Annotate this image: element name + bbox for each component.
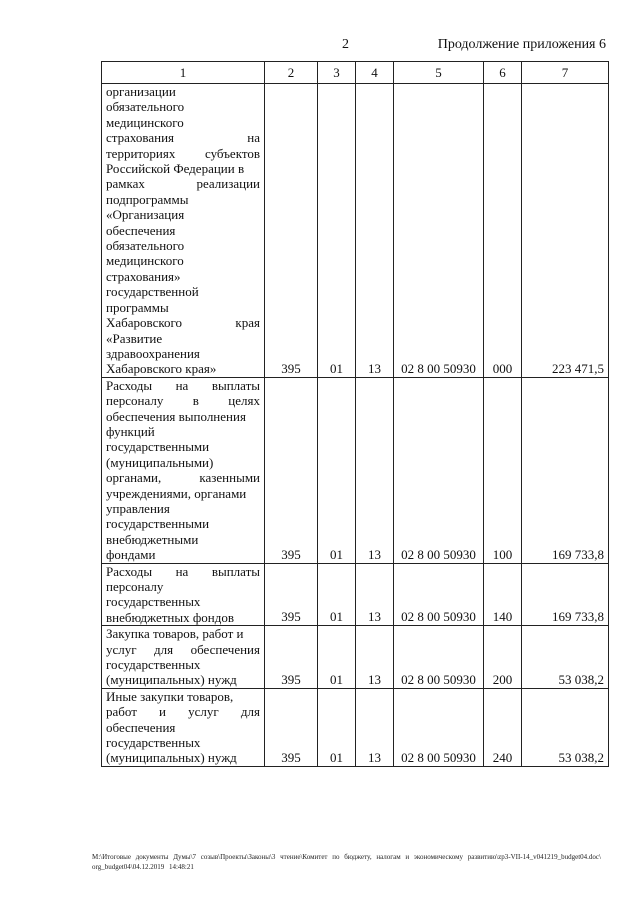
expense-name-line: Расходы на выплаты <box>106 563 260 579</box>
expense-name-line: государственных <box>106 657 201 673</box>
gr-code-cell: 395 <box>265 377 318 563</box>
expense-type-cell: 240 <box>484 688 522 766</box>
column-header-6: 6 <box>484 62 522 84</box>
expense-name-line: территориях субъектов <box>106 145 260 161</box>
document-path-footer: M:\Итоговые документы Думы\7 созыв\Проекты\Законы\3 чтение\Комитет по бюджету, налогам и экономическому развитию\zp3-VII-14_v041219_budget04.doc\ org_budget04\04.12.2019 14:48:21 <box>92 853 601 871</box>
expense-name-line: фондами <box>106 547 156 563</box>
table-row <box>102 84 609 378</box>
expense-name-line: внебюджетными <box>106 531 199 547</box>
expense-name-line: (муниципальными) <box>106 454 214 470</box>
target-article-cell: 02 8 00 50930 <box>394 626 484 689</box>
amount-cell: 223 471,5 <box>522 84 609 378</box>
target-article-cell: 02 8 00 50930 <box>394 688 484 766</box>
subsection-code-cell: 13 <box>356 563 394 626</box>
gr-code-cell: 395 <box>265 563 318 626</box>
section-code-cell: 01 <box>318 626 356 689</box>
expense-type-cell: 140 <box>484 563 522 626</box>
expense-name-line: Закупка товаров, работ и <box>106 626 244 642</box>
section-code-cell: 01 <box>318 377 356 563</box>
budget-table <box>101 61 609 767</box>
expense-name-line: управления <box>106 500 170 516</box>
target-article-cell: 02 8 00 50930 <box>394 377 484 563</box>
expense-name-line: «Организация <box>106 207 185 223</box>
expense-name-cell <box>102 377 265 563</box>
expense-type-cell: 200 <box>484 626 522 689</box>
subsection-code-cell: 13 <box>356 688 394 766</box>
expense-name-line: Иные закупки товаров, <box>106 688 234 704</box>
expense-name-line: обязательного <box>106 99 185 115</box>
expense-name-line: Хабаровского края» <box>106 361 217 377</box>
expense-name-line: работ и услуг для <box>106 704 260 720</box>
column-header-7: 7 <box>522 62 609 84</box>
expense-name-line: учреждениями, органами <box>106 485 247 501</box>
table-row <box>102 377 609 563</box>
expense-name-line: органами, казенными <box>106 470 260 486</box>
expense-name-line: обеспечения <box>106 719 176 735</box>
table-row <box>102 563 609 626</box>
amount-cell: 169 733,8 <box>522 563 609 626</box>
subsection-code-cell: 13 <box>356 626 394 689</box>
expense-name-line: государственных <box>106 594 201 610</box>
expense-name-line: (муниципальных) нужд <box>106 750 237 766</box>
subsection-code-cell: 13 <box>356 84 394 378</box>
expense-name-line: страхования» <box>106 268 181 284</box>
column-header-4: 4 <box>356 62 394 84</box>
expense-name-line: Расходы на выплаты <box>106 377 260 393</box>
table-header-row <box>102 62 609 84</box>
expense-name-line: функций <box>106 423 155 439</box>
expense-type-cell: 100 <box>484 377 522 563</box>
expense-name-line: государственными <box>106 516 210 532</box>
expense-name-line: страхования на <box>106 130 260 146</box>
expense-name-line: медицинского <box>106 114 184 130</box>
expense-name-line: подпрограммы <box>106 191 189 207</box>
expense-name-cell <box>102 688 265 766</box>
column-header-1: 1 <box>102 62 265 84</box>
expense-name-line: государственными <box>106 439 210 455</box>
expense-name-line: обеспечения <box>106 222 176 238</box>
expense-name-line: программы <box>106 299 169 315</box>
gr-code-cell: 395 <box>265 626 318 689</box>
amount-cell: 169 733,8 <box>522 377 609 563</box>
amount-cell: 53 038,2 <box>522 626 609 689</box>
expense-name-line: государственной <box>106 284 199 300</box>
expense-name-cell <box>102 563 265 626</box>
expense-name-line: медицинского <box>106 253 184 269</box>
section-code-cell: 01 <box>318 563 356 626</box>
expense-name-line: внебюджетных фондов <box>106 609 234 625</box>
expense-name-line: обеспечения выполнения <box>106 408 246 424</box>
expense-name-line: Хабаровского края <box>106 315 260 331</box>
expense-name-line: «Развитие <box>106 330 163 346</box>
page-number: 2 <box>342 37 349 52</box>
expense-name-cell <box>102 84 265 378</box>
target-article-cell: 02 8 00 50930 <box>394 84 484 378</box>
expense-name-line: персоналу в целях <box>106 393 260 409</box>
expense-name-line: обязательного <box>106 238 185 254</box>
expense-name-cell <box>102 626 265 689</box>
column-header-2: 2 <box>265 62 318 84</box>
target-article-cell: 02 8 00 50930 <box>394 563 484 626</box>
expense-name-line: рамках реализации <box>106 176 260 192</box>
expense-name-line: государственных <box>106 735 201 751</box>
subsection-code-cell: 13 <box>356 377 394 563</box>
gr-code-cell: 395 <box>265 688 318 766</box>
continuation-label: Продолжение приложения 6 <box>437 37 606 52</box>
section-code-cell: 01 <box>318 84 356 378</box>
expense-name-line: (муниципальных) нужд <box>106 672 237 688</box>
expense-type-cell: 000 <box>484 84 522 378</box>
table-row <box>102 688 609 766</box>
expense-name-line: Российской Федерации в <box>106 161 245 177</box>
table-row <box>102 626 609 689</box>
expense-name-line: здравоохранения <box>106 345 200 361</box>
amount-cell: 53 038,2 <box>522 688 609 766</box>
column-header-3: 3 <box>318 62 356 84</box>
column-header-5: 5 <box>394 62 484 84</box>
gr-code-cell: 395 <box>265 84 318 378</box>
expense-name-line: персоналу <box>106 579 164 594</box>
section-code-cell: 01 <box>318 688 356 766</box>
expense-name-line: услуг для обеспечения <box>106 641 260 657</box>
expense-name-line: организации <box>106 84 176 99</box>
